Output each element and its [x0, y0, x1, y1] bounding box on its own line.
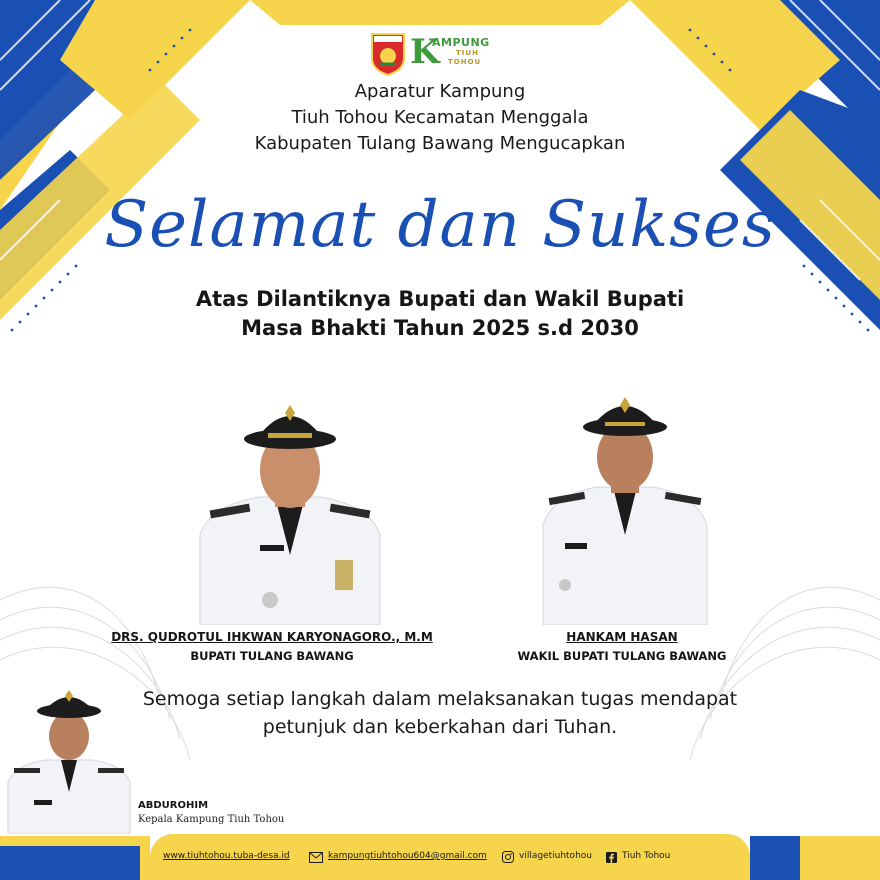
emblem-icon	[370, 30, 406, 76]
header-line-3: Kabupaten Tulang Bawang Mengucapkan	[254, 133, 626, 154]
blessing-line-1: Semoga setiap langkah dalam melaksanakan tugas mendapat	[142, 688, 738, 710]
signatory-portrait	[6, 682, 132, 834]
bupati-portrait-illustration	[190, 385, 390, 625]
event-line-2: Masa Bhakti Tahun 2025 s.d 2030	[241, 316, 639, 340]
kampung-logo-line1: AMPUNG	[432, 36, 490, 49]
kampung-logo-line3: TOHOU	[448, 58, 482, 66]
event-line-1: Atas Dilantiknya Bupati dan Wakil Bupati	[195, 287, 685, 311]
instagram-icon	[502, 850, 514, 868]
bupati-name: DRS. QUDROTUL IHKWAN KARYONAGORO., M.M	[111, 630, 433, 644]
kampung-logo	[410, 32, 510, 72]
main-title: Selamat dan Sukses	[104, 188, 776, 262]
wakil-bupati-role: WAKIL BUPATI TULANG BAWANG	[517, 649, 727, 663]
bupati-role: BUPATI TULANG BAWANG	[190, 649, 354, 663]
footer-email-link[interactable]: kampungtiuhtohou604@gmail.com	[328, 851, 487, 861]
wakil-bupati-portrait-illustration	[535, 385, 715, 625]
signatory-portrait-illustration	[6, 682, 132, 834]
tulang-bawang-emblem	[370, 30, 406, 76]
facebook-icon	[606, 850, 617, 868]
kampung-logo-line2: TIUH	[456, 49, 479, 57]
envelope-icon	[309, 850, 323, 868]
bupati-portrait	[190, 385, 390, 625]
blessing-line-2: petunjuk dan keberkahan dari Tuhan.	[262, 716, 618, 738]
wakil-bupati-name: HANKAM HASAN	[566, 630, 678, 644]
header-line-1: Aparatur Kampung	[354, 81, 526, 102]
signatory-title: Kepala Kampung Tiuh Tohou	[138, 814, 285, 825]
signatory-name: ABDUROHIM	[138, 800, 209, 811]
footer-instagram-handle[interactable]: villagetiuhtohou	[519, 851, 592, 861]
kampung-logo-k: K	[410, 32, 440, 72]
wakil-bupati-portrait	[535, 385, 715, 625]
footer-website-link[interactable]: www.tiuhtohou.tuba-desa.id	[163, 851, 290, 861]
footer-facebook-page[interactable]: Tiuh Tohou	[622, 851, 671, 861]
header-line-2: Tiuh Tohou Kecamatan Menggala	[291, 107, 589, 128]
